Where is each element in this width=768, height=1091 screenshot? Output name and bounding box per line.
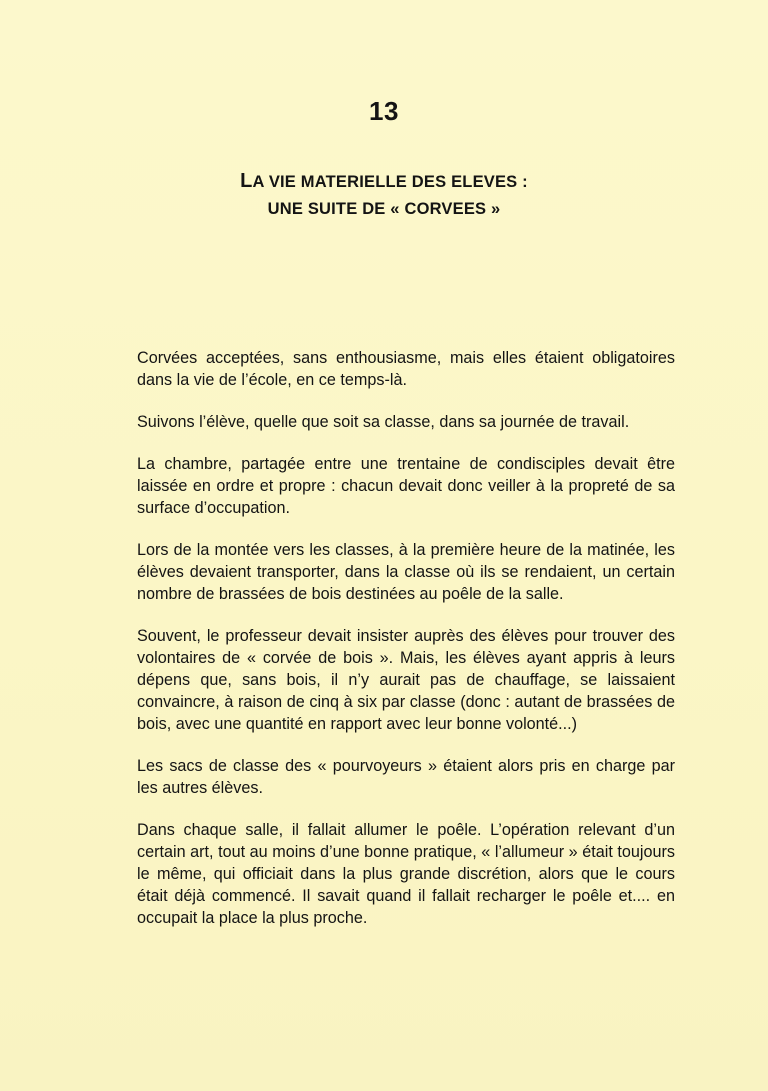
body-text (137, 347, 675, 949)
paragraph: Les sacs de classe des « pourvoyeurs » étaient alors pris en charge par les autres élèves. (137, 757, 675, 797)
chapter-title-initial: L (240, 170, 253, 192)
chapter-title-line-1-text: A VIE MATERIELLE DES ELEVES : (252, 173, 528, 191)
paragraph: Corvées acceptées, sans enthousiasme, mais elles étaient obligatoires dans la vie de l’école, en ce temps-là. (137, 349, 675, 389)
paragraph: Souvent, le professeur devait insister auprès des élèves pour trouver des volontaires de « corvée de bois ». Mais, les élèves ayant appris à leurs dépens que, sans bois, il n’y aurait pas de chauffage, se laissaient convaincre, à raison de cinq à six par classe (donc : autant de brassées de bois, avec une quantité en rapport avec leur bonne volonté...) (137, 627, 675, 733)
chapter-title-line-1 (0, 170, 768, 193)
paragraph: Dans chaque salle, il fallait allumer le poêle. L’opération relevant d’un certain art, tout au moins d’une bonne pratique, « l’allumeur » était toujours le même, qui officiait dans la plus grande discrétion, alors que le cours était déjà commencé. Il savait quand il fallait recharger le poêle et.... en occupait la place la plus proche. (137, 821, 675, 927)
chapter-title-line-2: UNE SUITE DE « CORVEES » (267, 200, 501, 218)
paragraph: La chambre, partagée entre une trentaine de condisciples devait être laissée en ordre et propre : chacun devait donc veiller à la propreté de sa surface d’occupation. (137, 455, 675, 517)
paragraph: Suivons l’élève, quelle que soit sa classe, dans sa journée de travail. (137, 413, 630, 431)
chapter-number: 13 (369, 96, 399, 126)
paragraph: Lors de la montée vers les classes, à la première heure de la matinée, les élèves devaient transporter, dans la classe où ils se rendaient, un certain nombre de brassées de bois destinées au poêle de la salle. (137, 541, 675, 603)
